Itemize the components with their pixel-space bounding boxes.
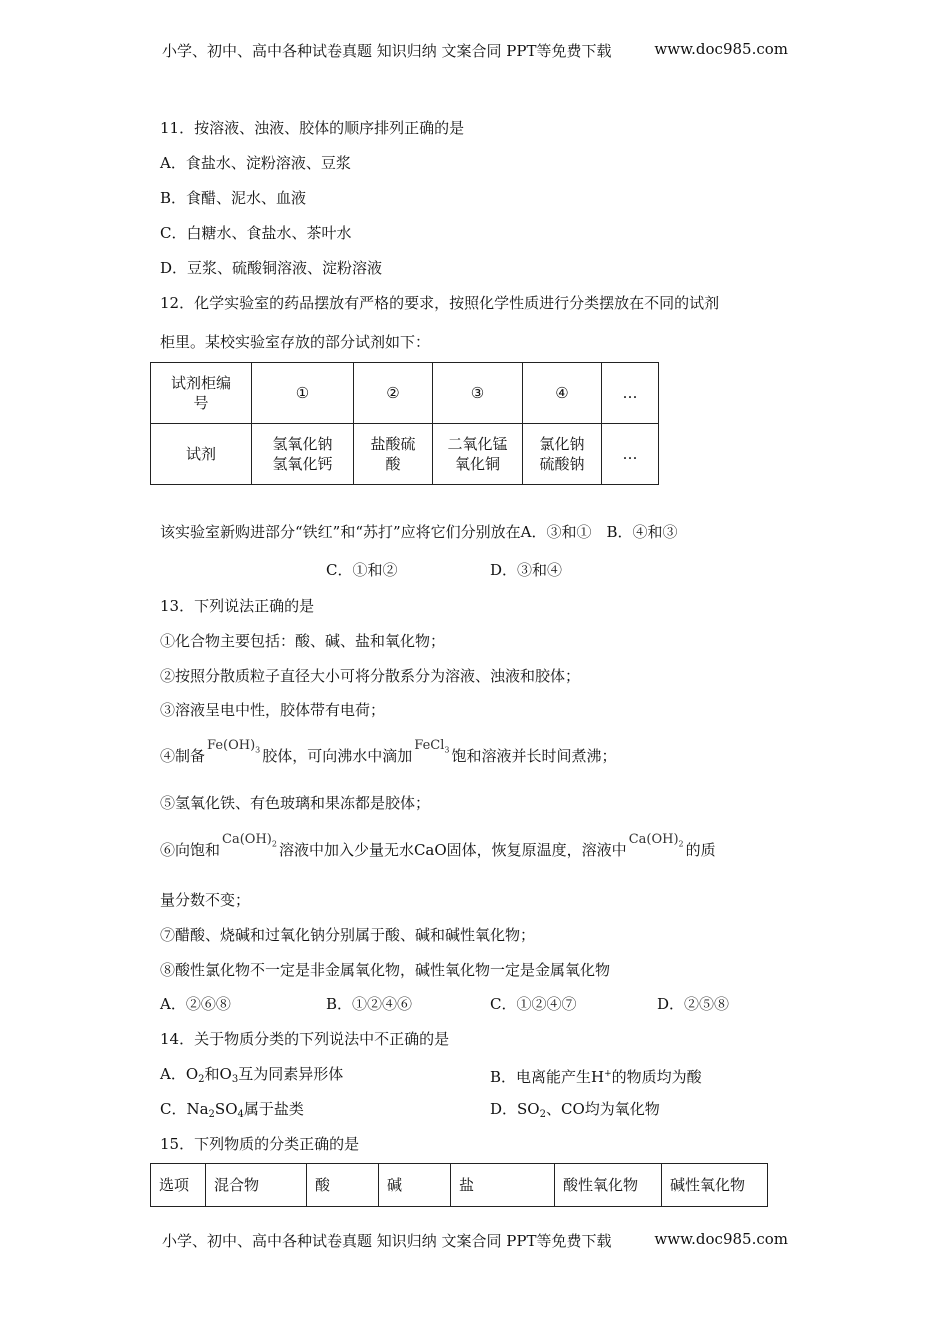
cabinet-number: ③ <box>433 363 523 424</box>
table-header-cell: 碱 <box>379 1164 451 1207</box>
header-url[interactable]: www.doc985.com <box>654 40 788 58</box>
q14-option-d: D．$SO_2$、CO均为氧化物 <box>490 1100 660 1120</box>
q13-stem: 13．下列说法正确的是 <box>160 597 315 615</box>
table-header-cell: 混合物 <box>206 1164 307 1207</box>
q11-option-b: B．食醋、泥水、血液 <box>160 189 307 207</box>
reagent-cell: 二氧化锰氧化铜 <box>433 424 523 485</box>
q12-question-line: 该实验室新购进部分“铁红”和“苏打”应将它们分别放在A．③和① B．④和③ <box>160 523 678 541</box>
table-header-cell: 酸性氧化物 <box>555 1164 662 1207</box>
q11-option-c: C．白糖水、食盐水、茶叶水 <box>160 224 352 242</box>
q13-statement-4: ④制备$Fe(OH)_3$ 胶体，可向沸水中滴加FeCl$_3$ 饱和溶液并长时间煮沸； <box>160 738 617 765</box>
q12-stem-line2: 柜里。某校实验室存放的部分试剂如下： <box>160 333 431 351</box>
footer-left-text: 小学、初中、高中各种试卷真题 知识归纳 文案合同 PPT等免费下载 <box>162 1232 612 1250</box>
q14-option-c: C．$Na_2SO_4$属于盐类 <box>160 1100 304 1120</box>
q14-stem: 14．关于物质分类的下列说法中不正确的是 <box>160 1030 450 1048</box>
cabinet-number: ② <box>354 363 433 424</box>
formula-fecl3: FeCl$_3$ <box>414 738 450 755</box>
q13-statement-8: ⑧酸性氯化物不一定是非金属氧化物，碱性氧化物一定是金属氧化物 <box>160 961 611 979</box>
cabinet-number: … <box>602 363 659 424</box>
formula-ca-oh-2: $Ca(OH)_2$ <box>222 832 277 849</box>
reagent-cell: 氢氧化钠氢氧化钙 <box>252 424 354 485</box>
q13-option-d: D．②⑤⑧ <box>657 995 730 1013</box>
table-header-cell: 酸 <box>307 1164 379 1207</box>
q13-statement-2: ②按照分散质粒子直径大小可将分散系分为溶液、浊液和胶体； <box>160 667 581 685</box>
q13-statement-3: ③溶液呈电中性，胶体带有电荷； <box>160 701 386 719</box>
formula-ca-oh-2: $Ca(OH)_2$ <box>628 832 684 849</box>
q13-option-c: C．①②④⑦ <box>490 995 577 1013</box>
q11-option-d: D．豆浆、硫酸铜溶液、淀粉溶液 <box>160 259 383 277</box>
q12-stem-line1: 12．化学实验室的药品摆放有严格的要求，按照化学性质进行分类摆放在不同的试剂 <box>160 294 720 312</box>
q13-statement-6: ⑥向饱和$Ca(OH)_2$ 溶液中加入少量无水CaO固体，恢复原温度，溶液中$Ca(OH)_2$ 的质 <box>160 832 716 859</box>
header-left-text: 小学、初中、高中各种试卷真题 知识归纳 文案合同 PPT等免费下载 <box>162 42 612 60</box>
reagent-cabinet-table <box>150 362 659 485</box>
reagent-cell: 盐酸硫酸 <box>354 424 433 485</box>
q13-statement-1: ①化合物主要包括：酸、碱、盐和氧化物； <box>160 632 446 650</box>
q14-option-b: B．电离能产生H+的物质均为酸 <box>490 1068 702 1086</box>
q11-option-a: A．食盐水、淀粉溶液、豆浆 <box>160 154 351 172</box>
cabinet-number: ④ <box>523 363 602 424</box>
q15-stem: 15．下列物质的分类正确的是 <box>160 1135 360 1153</box>
q14-option-a: A．$O_2$和$O_3$互为同素异形体 <box>160 1065 344 1085</box>
page-footer <box>162 1230 788 1251</box>
table-header-cabinet: 试剂柜编号 <box>151 363 252 424</box>
reagent-cell: 氯化钠硫酸钠 <box>523 424 602 485</box>
footer-url[interactable]: www.doc985.com <box>654 1230 788 1248</box>
table-header-reagent: 试剂 <box>151 424 252 485</box>
table-header-cell: 碱性氧化物 <box>662 1164 768 1207</box>
q11-stem: 11．按溶液、浊液、胶体的顺序排列正确的是 <box>160 119 465 137</box>
q12-option-d: D．③和④ <box>490 561 563 579</box>
table-header-cell: 选项 <box>151 1164 206 1207</box>
classification-table <box>150 1163 768 1207</box>
reagent-cell: … <box>602 424 659 485</box>
q13-statement-5: ⑤氢氧化铁、有色玻璃和果冻都是胶体； <box>160 794 431 812</box>
q12-option-c: C．①和② <box>326 561 398 579</box>
q13-statement-6-cont: 量分数不变； <box>160 891 251 909</box>
q13-statement-7: ⑦醋酸、烧碱和过氧化钠分别属于酸、碱和碱性氧化物； <box>160 926 536 944</box>
page-header <box>162 40 788 61</box>
cabinet-number: ① <box>252 363 354 424</box>
q13-option-b: B．①②④⑥ <box>326 995 413 1013</box>
formula-fe-oh-3: $Fe(OH)_3$ <box>207 738 261 755</box>
table-header-cell: 盐 <box>451 1164 555 1207</box>
q13-option-a: A．②⑥⑧ <box>160 995 231 1013</box>
